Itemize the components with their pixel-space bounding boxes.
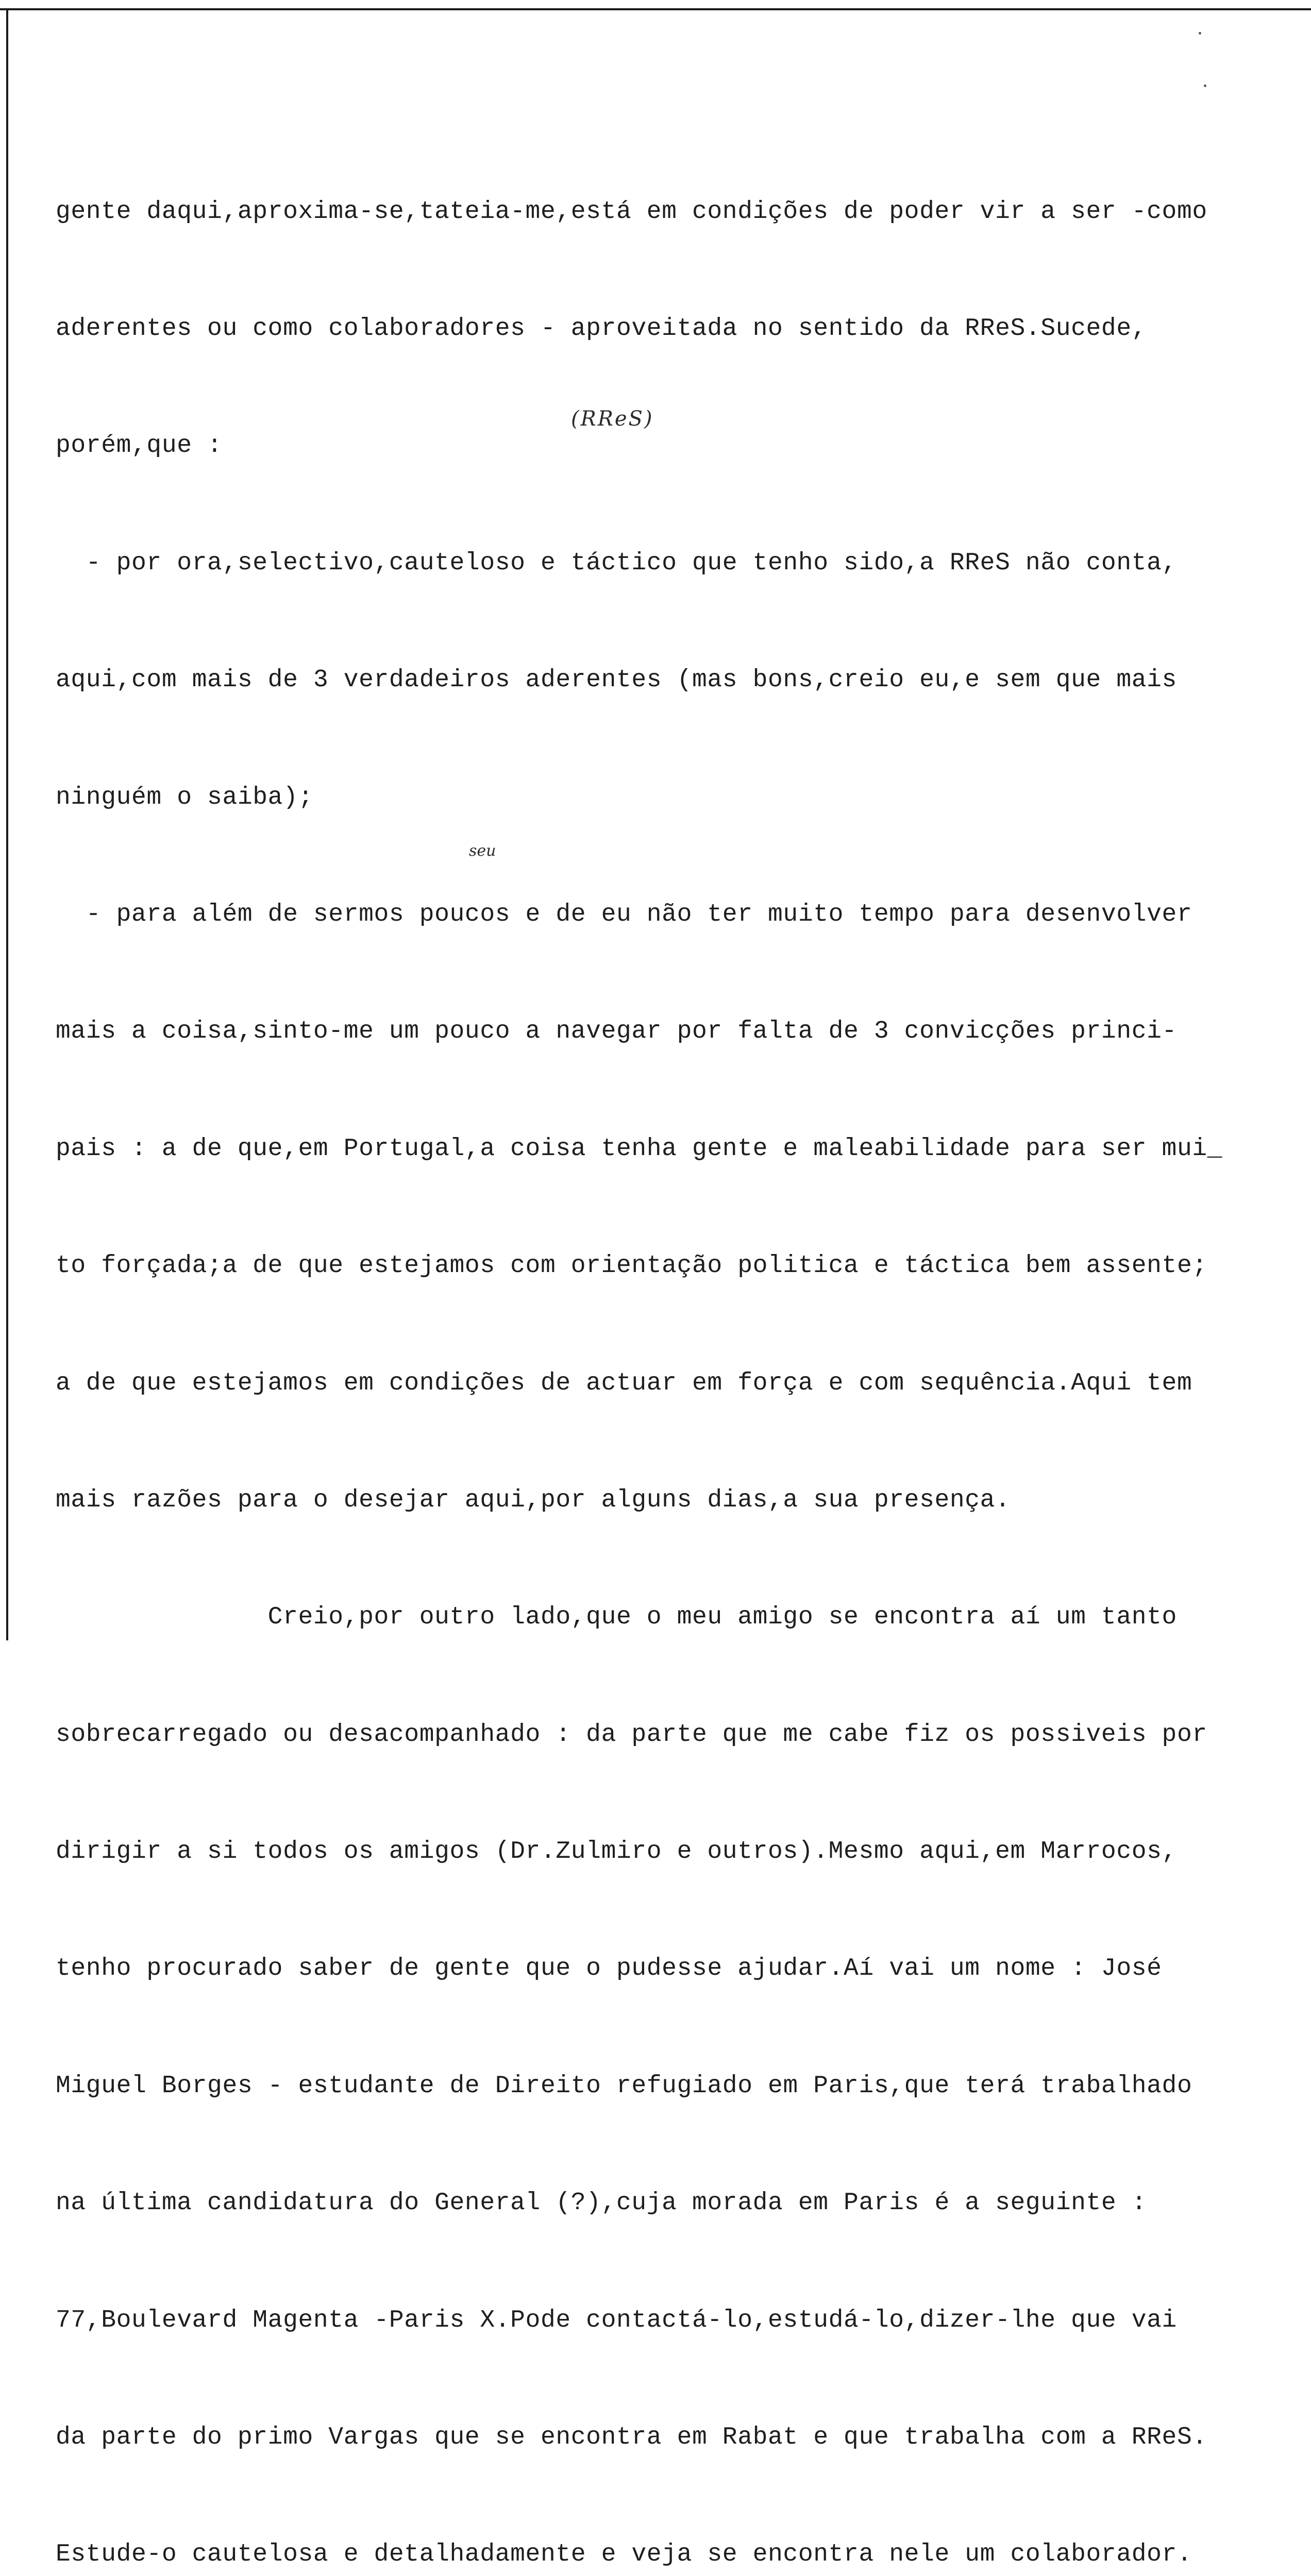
text-line: Estude-o cautelosa e detalhadamente e veja se encontra nele um colaborador. — [56, 2540, 1192, 2569]
text-line: aderentes ou como colaboradores - aproveitada no sentido da RReS.Sucede, — [56, 314, 1147, 343]
text-line: ninguém o saiba); — [56, 783, 313, 811]
text-line: to forçada;a de que estejamos com orientação politica e táctica bem assente; — [56, 1252, 1207, 1280]
text-line: a de que estejamos em condições de actuar em força e com sequência.Aqui tem — [56, 1369, 1192, 1397]
text-line: gente daqui,aproxima-se,tateia-me,está em condições de poder vir a ser -como — [56, 197, 1207, 226]
text-line: mais a coisa,sinto-me um pouco a navegar por falta de 3 convicções princi- — [56, 1018, 1177, 1046]
text-line: - para além de sermos poucos e de eu não ter muito tempo para desenvolver — [56, 900, 1192, 928]
scan-speck — [1204, 84, 1206, 87]
text-line: Miguel Borges - estudante de Direito refugiado em Paris,que terá trabalhado — [56, 2072, 1192, 2100]
text-line: na última candidatura do General (?),cuja morada em Paris é a seguinte : — [56, 2189, 1147, 2217]
text-line: tenho procurado saber de gente que o pudesse ajudar.Aí vai um nome : José — [56, 1955, 1162, 1983]
text-line: 77,Boulevard Magenta -Paris X.Pode contactá-lo,estudá-lo,dizer-lhe que vai — [56, 2306, 1177, 2334]
scan-speck — [1199, 32, 1201, 35]
text-line: dirigir a si todos os amigos (Dr.Zulmiro e outros).Mesmo aqui,em Marrocos, — [56, 1838, 1177, 1866]
handwritten-annotation-seu: seu — [469, 842, 496, 860]
typed-letter-body — [56, 114, 1292, 2576]
text-line: porém,que : — [56, 432, 223, 460]
text-line: aqui,com mais de 3 verdadeiros aderentes (mas bons,creio eu,e sem que mais — [56, 666, 1177, 694]
page-left-edge — [6, 8, 8, 1640]
text-line: Creio,por outro lado,que o meu amigo se encontra aí um tanto — [56, 1603, 1177, 1632]
text-line: - por ora,selectivo,cauteloso e táctico que tenho sido,a RReS não conta, — [56, 549, 1177, 577]
text-line: sobrecarregado ou desacompanhado : da parte que me cabe fiz os possiveis por — [56, 1720, 1207, 1749]
page-top-edge — [0, 8, 1311, 10]
handwritten-annotation-rres: (RReS) — [571, 407, 654, 431]
text-line: mais razões para o desejar aqui,por alguns dias,a sua presença. — [56, 1486, 1011, 1514]
text-line: da parte do primo Vargas que se encontra em Rabat e que trabalha com a RReS. — [56, 2424, 1207, 2452]
text-line: pais : a de que,em Portugal,a coisa tenha gente e maleabilidade para ser mui_ — [56, 1134, 1223, 1163]
